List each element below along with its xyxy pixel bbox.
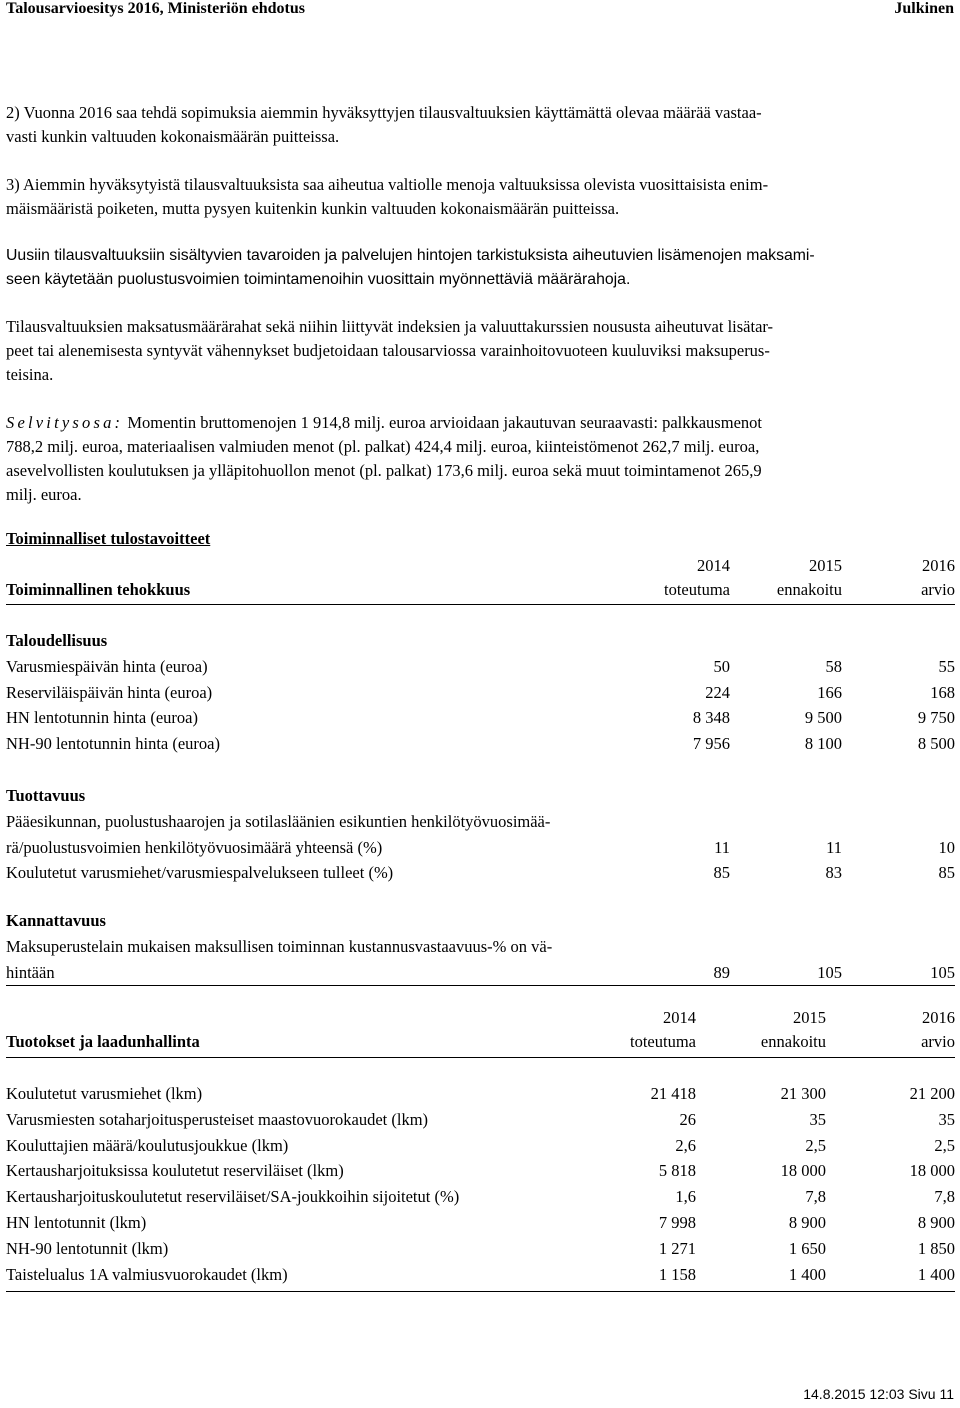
- row-label: rä/puolustusvoimien henkilötyövuosimäärä yhteensä (%): [6, 837, 383, 857]
- sub-toteutuma: toteutuma: [630, 1032, 696, 1051]
- table-row: [6, 1107, 955, 1133]
- table-efficiency: [6, 554, 955, 602]
- group-heading: Taloudellisuus: [6, 631, 108, 650]
- row-label: Varusmiespäivän hinta (euroa): [6, 656, 208, 676]
- cell: 1 400: [788, 1264, 826, 1284]
- table-row: [6, 1133, 955, 1159]
- row-label: Koulutetut varusmiehet (lkm): [6, 1084, 203, 1103]
- section-title: Toiminnalliset tulostavoitteet: [6, 529, 211, 548]
- table-row: [6, 705, 955, 731]
- cell: 26: [679, 1109, 696, 1129]
- row-label: NH-90 lentotunnit (lkm): [6, 1238, 169, 1258]
- cell: 8 900: [917, 1212, 955, 1232]
- cell: 5 818: [658, 1161, 696, 1181]
- text-line: teisina.: [6, 365, 54, 384]
- group-tuottavuus: [6, 783, 955, 886]
- page-header: [6, 0, 954, 20]
- cell: 8 100: [804, 734, 842, 754]
- text-line: Tilausvaltuuksien maksatusmäärärahat sekä niihin liittyvät indeksien ja valuuttakurssien noususta aiheutuvat lisätar-: [6, 317, 774, 336]
- cell: 11: [826, 837, 842, 857]
- cell: 166: [817, 682, 842, 702]
- cell: 224: [705, 682, 730, 702]
- row-label: HN lentotunnit (lkm): [6, 1212, 147, 1232]
- group-heading: Tuottavuus: [6, 786, 86, 805]
- cell: 50: [713, 656, 730, 676]
- cell: 11: [714, 837, 730, 857]
- table-header-subs: [6, 578, 955, 602]
- year-2014: 2014: [697, 556, 730, 575]
- divider: [6, 604, 955, 605]
- sub-arvio: arvio: [921, 580, 955, 599]
- cell: 105: [930, 962, 955, 982]
- cell: 9 750: [917, 708, 955, 728]
- sub-toteutuma: toteutuma: [664, 580, 730, 599]
- year-2015: 2015: [809, 556, 842, 575]
- divider: [6, 1057, 955, 1058]
- table-row: [6, 1210, 955, 1236]
- divider: [6, 985, 955, 986]
- table-outputs: [6, 1006, 955, 1054]
- text-line: 3) Aiemmin hyväksytyistä tilausvaltuuksista saa aiheutua valtiolle menoja valtuuksissa olevista vuosittaisista enim-: [6, 175, 769, 194]
- page-footer: 14.8.2015 12:03 Sivu 11: [803, 1386, 954, 1402]
- cell: 7 956: [692, 734, 730, 754]
- table-row: [6, 860, 955, 886]
- group-heading: Kannattavuus: [6, 911, 106, 930]
- table-outputs-body: [6, 1081, 955, 1287]
- cell: 9 500: [804, 708, 842, 728]
- cell: 1 271: [658, 1238, 696, 1258]
- paragraph-2: [6, 101, 955, 149]
- cell: 55: [938, 656, 955, 676]
- cell: 7,8: [805, 1187, 826, 1207]
- cell: 83: [825, 863, 842, 883]
- text-line: mäismääristä poiketen, mutta pysyen kuitenkin kunkin valtuuden kokonaismäärän puitteissa.: [6, 199, 620, 218]
- table-row: [6, 1262, 955, 1288]
- table-row: [6, 960, 955, 986]
- cell: 168: [930, 682, 955, 702]
- table-row: [6, 1081, 955, 1107]
- table-header-years: [6, 554, 955, 578]
- year-2016: 2016: [922, 556, 955, 575]
- text-line: seen käytetään puolustusvoimien toimintamenoihin vuosittain myönnettäviä määrärahoja.: [6, 271, 631, 288]
- cell: 18 000: [780, 1161, 826, 1181]
- table-header-years: [6, 1006, 955, 1030]
- cell: 105: [817, 962, 842, 982]
- cell: 35: [809, 1109, 826, 1129]
- group-taloudellisuus: [6, 628, 955, 757]
- row-label: Pääesikunnan, puolustushaarojen ja sotilasläänien esikuntien henkilötyövuosimää-: [6, 811, 551, 831]
- text-line: Uusiin tilausvaltuuksiin sisältyvien tavaroiden ja palvelujen hintojen tarkistuksista aiheutuvien lisämenojen maksami-: [6, 247, 815, 264]
- paragraph-3: [6, 173, 955, 221]
- cell: 21 418: [650, 1084, 696, 1103]
- table-row: [6, 1158, 955, 1184]
- row-label: hintään: [6, 962, 55, 982]
- cell: 1 850: [917, 1238, 955, 1258]
- table-row: [6, 809, 955, 835]
- cell: 58: [825, 656, 842, 676]
- table-row: [6, 731, 955, 757]
- text-line: asevelvollisten koulutuksen ja ylläpitohuollon menot (pl. palkat) 173,6 milj. euroa sekä muut toimintamenot 265,9: [6, 461, 762, 480]
- cell: 2,5: [805, 1135, 826, 1155]
- row-label: Reserviläispäivän hinta (euroa): [6, 682, 213, 702]
- row-label: Kertausharjoituskoulutetut reserviläiset/SA-joukkoihin sijoitetut (%): [6, 1187, 460, 1207]
- table-row: [6, 1236, 955, 1262]
- cell: 7,8: [934, 1187, 955, 1207]
- table-row: [6, 835, 955, 861]
- year-2016: 2016: [922, 1008, 955, 1027]
- row-label: NH-90 lentotunnin hinta (euroa): [6, 734, 220, 754]
- cell: 10: [938, 837, 955, 857]
- text-line: Momentin bruttomenojen 1 914,8 milj. euroa arvioidaan jakautuvan seuraavasti: palkkausmenot: [123, 413, 762, 432]
- cell: 1 650: [788, 1238, 826, 1258]
- divider: [6, 1291, 955, 1292]
- year-2015: 2015: [793, 1008, 826, 1027]
- cell: 7 998: [658, 1212, 696, 1232]
- sub-ennakoitu: ennakoitu: [760, 1032, 826, 1051]
- row-label: HN lentotunnin hinta (euroa): [6, 708, 198, 728]
- document-title: Talousarvioesitys 2016, Ministeriön ehdotus: [6, 0, 305, 17]
- row-label: Varusmiesten sotaharjoitusperusteiset maastovuorokaudet (lkm): [6, 1109, 429, 1129]
- cell: 2,6: [675, 1135, 696, 1155]
- cell: 21 200: [909, 1084, 955, 1103]
- cell: 21 300: [780, 1084, 826, 1103]
- table-row: [6, 1184, 955, 1210]
- classification-label: Julkinen: [894, 0, 954, 17]
- paragraph-4: [6, 244, 955, 292]
- row-label: Taistelualus 1A valmiusvuorokaudet (lkm): [6, 1264, 288, 1284]
- cell: 1 400: [917, 1264, 955, 1284]
- sub-arvio: arvio: [921, 1032, 955, 1051]
- cell: 8 900: [788, 1212, 826, 1232]
- selvitysosa-label: Selvitysosa:: [6, 413, 124, 432]
- text-line: 788,2 milj. euroa, materiaalisen valmiuden menot (pl. palkat) 424,4 milj. euroa, kiinteistömenot 262,7 milj. euroa,: [6, 437, 760, 456]
- text-line: vasti kunkin valtuuden kokonaismäärän puitteissa.: [6, 127, 340, 146]
- cell: 8 348: [692, 708, 730, 728]
- paragraph-5: [6, 315, 955, 387]
- row-label: Kertausharjoituksissa koulutetut reserviläiset (lkm): [6, 1161, 344, 1181]
- table-title: Toiminnallinen tehokkuus: [6, 580, 191, 599]
- cell: 1,6: [675, 1187, 696, 1207]
- row-label: Maksuperustelain mukaisen maksullisen toiminnan kustannusvastaavuus-% on vä-: [6, 936, 553, 956]
- table-row: [6, 654, 955, 680]
- sub-ennakoitu: ennakoitu: [776, 580, 842, 599]
- row-label: Kouluttajien määrä/koulutusjoukkue (lkm): [6, 1135, 289, 1155]
- cell: 8 500: [917, 734, 955, 754]
- text-line: 2) Vuonna 2016 saa tehdä sopimuksia aiemmin hyväksyttyjen tilausvaltuuksien käyttämättä olevaa määrää vastaa-: [6, 103, 762, 122]
- cell: 85: [713, 863, 730, 883]
- text-line: peet tai alenemisesta syntyvät vähennykset budjetoidaan talousarviossa varainhoitovuoteen kuuluviksi maksuperus-: [6, 341, 770, 360]
- year-2014: 2014: [663, 1008, 696, 1027]
- table-header-subs: [6, 1030, 955, 1054]
- cell: 89: [713, 962, 730, 982]
- paragraph-selvitysosa: [6, 411, 955, 507]
- text-line: milj. euroa.: [6, 485, 82, 504]
- cell: 2,5: [934, 1135, 955, 1155]
- table-row: [6, 680, 955, 706]
- row-label: Koulutetut varusmiehet/varusmiespalvelukseen tulleet (%): [6, 863, 394, 883]
- cell: 18 000: [909, 1161, 955, 1181]
- group-kannattavuus: [6, 908, 955, 985]
- table-row: [6, 934, 955, 960]
- cell: 35: [938, 1109, 955, 1129]
- table-title: Tuotokset ja laadunhallinta: [6, 1032, 200, 1051]
- cell: 85: [938, 863, 955, 883]
- cell: 1 158: [658, 1264, 696, 1284]
